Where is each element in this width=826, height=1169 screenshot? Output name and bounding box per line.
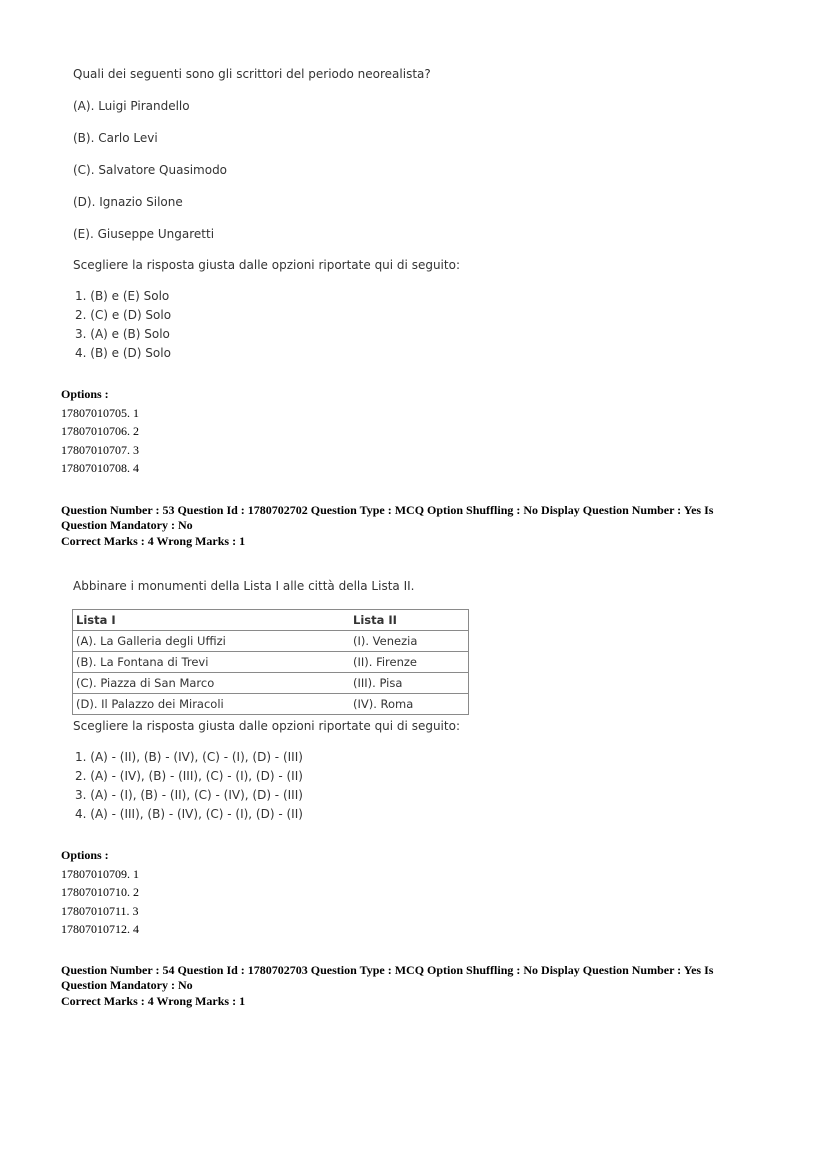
question-52-options	[61, 385, 139, 478]
question-54-meta: Question Number : 54 Question Id : 1780702703 Question Type : MCQ Option Shuffling : No Display Question Number : Yes Is Question Mandatory : No	[61, 963, 714, 992]
question-52-item-a: (A). Luigi Pirandello	[73, 99, 190, 113]
question-52-instruction: Scegliere la risposta giusta dalle opzioni riportate qui di seguito:	[73, 258, 460, 272]
question-53-text: Abbinare i monumenti della Lista I alle città della Lista II.	[73, 579, 415, 593]
table-header-row	[73, 610, 469, 631]
question-52-item-c: (C). Salvatore Quasimodo	[73, 163, 228, 177]
option-id: 17807010710. 2	[61, 885, 139, 899]
table-cell: (II). Firenze	[350, 652, 469, 673]
question-52-choice-2: 2. (C) e (D) Solo	[75, 308, 172, 322]
option-id: 17807010706. 2	[61, 424, 139, 438]
table-cell: (I). Venezia	[350, 631, 469, 652]
table-header-list-1: Lista I	[73, 610, 351, 631]
options-label: Options :	[61, 387, 109, 401]
table-cell: (C). Piazza di San Marco	[73, 673, 351, 694]
option-id: 17807010708. 4	[61, 461, 139, 475]
question-52-item-e: (E). Giuseppe Ungaretti	[73, 227, 215, 241]
option-id: 17807010705. 1	[61, 405, 139, 420]
question-52-choice-3: 3. (A) e (B) Solo	[75, 327, 170, 341]
table-row	[73, 631, 469, 652]
table-cell: (D). Il Palazzo dei Miracoli	[73, 694, 351, 715]
table-cell: (III). Pisa	[350, 673, 469, 694]
question-53-meta: Question Number : 53 Question Id : 1780702702 Question Type : MCQ Option Shuffling : No Display Question Number : Yes Is Question Mandatory : No	[61, 503, 714, 532]
question-52-choice-4: 4. (B) e (D) Solo	[75, 346, 171, 360]
table-row	[73, 652, 469, 673]
option-id: 17807010711. 3	[61, 903, 139, 918]
matching-table	[72, 609, 469, 715]
question-53-choice-1: 1. (A) - (II), (B) - (IV), (C) - (I), (D) - (III)	[75, 750, 303, 764]
option-id: 17807010709. 1	[61, 866, 139, 881]
table-cell: (B). La Fontana di Trevi	[73, 652, 351, 673]
question-53-marks: Correct Marks : 4 Wrong Marks : 1	[61, 534, 246, 548]
question-53-choice-3: 3. (A) - (I), (B) - (II), (C) - (IV), (D) - (III)	[75, 788, 303, 802]
question-52-item-d: (D). Ignazio Silone	[73, 195, 183, 209]
question-52-text: Quali dei seguenti sono gli scrittori del periodo neorealista?	[73, 67, 431, 81]
question-53-choice-2: 2. (A) - (IV), (B) - (III), (C) - (I), (D) - (II)	[75, 769, 303, 783]
option-id: 17807010707. 3	[61, 442, 139, 457]
option-id: 17807010712. 4	[61, 922, 139, 936]
table-cell: (IV). Roma	[350, 694, 469, 715]
table-cell: (A). La Galleria degli Uffizi	[73, 631, 351, 652]
question-53-options	[61, 846, 139, 939]
question-53-choice-4: 4. (A) - (III), (B) - (IV), (C) - (I), (D) - (II)	[75, 807, 303, 821]
table-row	[73, 694, 469, 715]
question-54-marks: Correct Marks : 4 Wrong Marks : 1	[61, 994, 246, 1008]
question-53-instruction: Scegliere la risposta giusta dalle opzioni riportate qui di seguito:	[73, 719, 460, 733]
table-header-list-2: Lista II	[350, 610, 469, 631]
question-52-choice-1: 1. (B) e (E) Solo	[75, 289, 170, 303]
options-label: Options :	[61, 848, 109, 862]
table-row	[73, 673, 469, 694]
question-52-item-b: (B). Carlo Levi	[73, 131, 158, 145]
